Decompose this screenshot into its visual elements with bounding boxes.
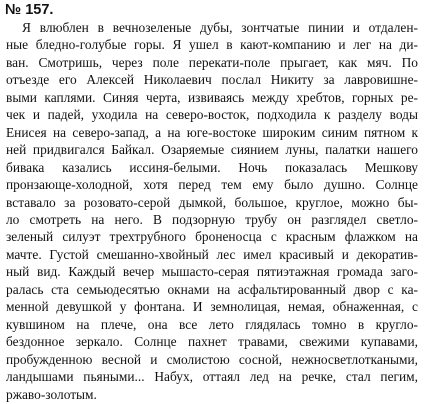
text-line: пронзающе-холодной, хотя перед тем ему было душно. Солнце [6, 177, 418, 193]
text-line: мачте. Густой смешанно-хвойный лес имел красивый и декоратив- [6, 246, 418, 262]
text-line: ло смотреть на него. В подзорную трубу он разглядел светло- [6, 211, 418, 227]
text-line: пробужденною весной и смолистою сосной, нежносветлоткаными, [6, 351, 418, 367]
text-line: бездонное зеркало. Солнце пахнет травами, свежими купавами, [6, 334, 418, 350]
text-line: ржаво-золотым. [6, 386, 97, 402]
exercise-text [6, 19, 418, 403]
text-line: ный вид. Каждый вечер мышасто-серая пятиэтажная громада заго- [6, 264, 418, 280]
text-line: вставало за розовато-серой дымкой, большое, круглое, можно бы- [6, 194, 418, 210]
text-line: бивака казались иссиня-белыми. Ночь показалась Мешкову [6, 159, 418, 175]
text-line: отъезде его Алексей Николаевич послал Никиту за лавровишне- [6, 72, 418, 88]
text-line: кувшином на плече, она все лето глядялась томно в кругло- [6, 316, 418, 332]
text-line: ралась ста семьюдесятью окнами на асфальтированный двор с ка- [6, 281, 418, 297]
text-line: ван. Смотришь, через поле перекати-поле прыгает, как мяч. По [6, 54, 418, 70]
text-line: чек и падей, уходила на северо-восток, подходила к разделу воды [6, 107, 418, 123]
text-line: менной девушкой у фонтана. И земнолицая, немая, обнаженная, с [6, 299, 418, 315]
exercise-number: № 157. [5, 2, 54, 18]
text-line: ней придвигался Байкал. Озаряемые сиянием луны, палатки нашего [6, 142, 418, 158]
text-line: Я влюблен в вечнозеленые дубы, зонтчатые пинии и отдален- [22, 20, 418, 35]
text-line: выми каплями. Синяя черта, извиваясь между хребтов, горных ре- [6, 89, 418, 105]
text-line: ландышами пьяными... Набух, оттаял лед на речке, стал пегим, [6, 369, 418, 385]
text-line: зеленый силуэт трехтрубного броненосца с красным флажком на [6, 229, 418, 245]
text-line: Енисея на северо-запад, а на юге-востоке широким синим пятном к [6, 124, 418, 140]
text-line: ные бледно-голубые горы. Я ушел в кают-компанию и лег на ди- [6, 37, 418, 53]
